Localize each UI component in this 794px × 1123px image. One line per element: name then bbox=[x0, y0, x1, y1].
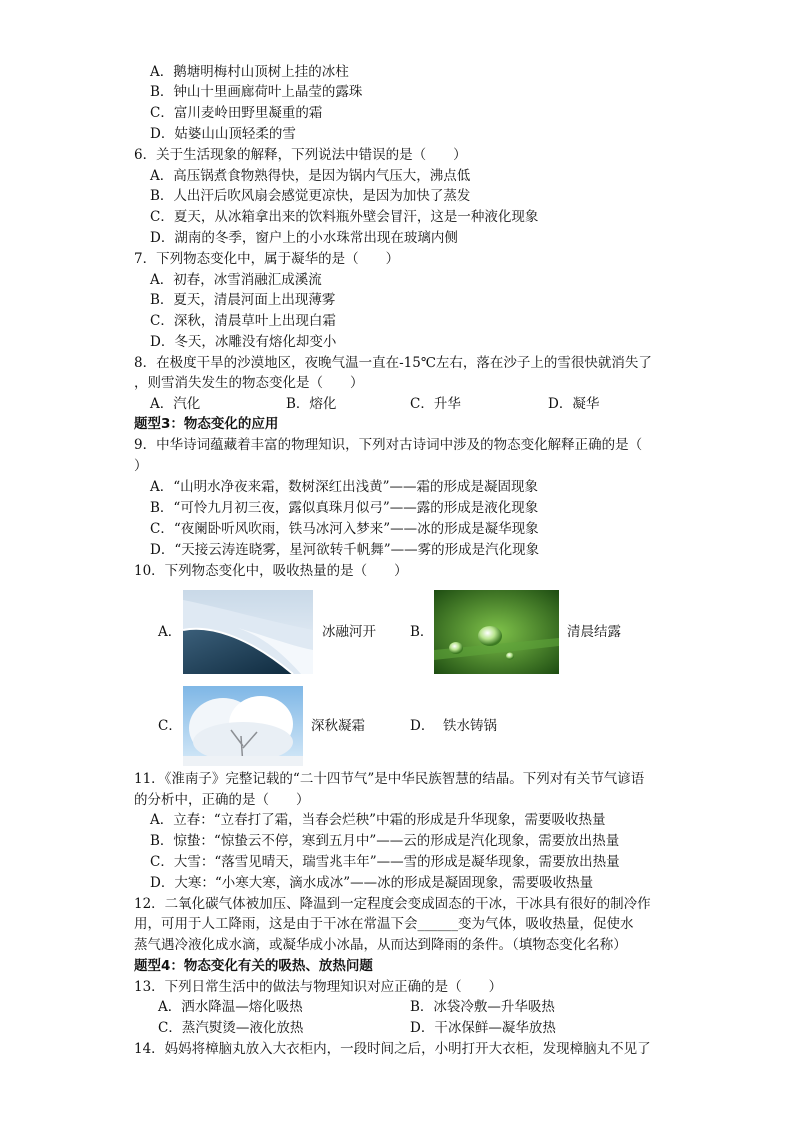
q5-option-c: C．富川麦岭田野里凝重的霜 bbox=[150, 105, 323, 121]
q8-option-b: B．熔化 bbox=[286, 396, 337, 412]
q10-option-d-letter: D． bbox=[410, 718, 435, 734]
q9-option-c: C．“夜阑卧听风吹雨，铁马冰河入梦来”——冰的形成是凝华现象 bbox=[150, 521, 539, 537]
frost-tree-image bbox=[183, 686, 303, 766]
q9-option-b: B．“可怜九月初三夜，露似真珠月似弓”——露的形成是液化现象 bbox=[150, 500, 539, 516]
q7-option-c: C．深秋，清晨草叶上出现白霜 bbox=[150, 313, 336, 329]
q10-stem: 10．下列物态变化中，吸收热量的是（ ） bbox=[134, 563, 408, 579]
q8-option-a: A．汽化 bbox=[150, 396, 201, 412]
q13-option-b: B．冰袋冷敷—升华吸热 bbox=[410, 999, 555, 1015]
q14-line1: 14．妈妈将樟脑丸放入大衣柜内，一段时间之后，小明打开大衣柜，发现樟脑丸不见了 bbox=[134, 1041, 651, 1057]
q10-option-a-letter: A． bbox=[158, 624, 182, 640]
q7-stem: 7．下列物态变化中，属于凝华的是（ ） bbox=[134, 251, 400, 267]
q6-option-c: C．夏天，从冰箱拿出来的饮料瓶外壁会冒汗，这是一种液化现象 bbox=[150, 209, 539, 225]
q6-option-b: B．人出汗后吹风扇会感觉更凉快，是因为加快了蒸发 bbox=[150, 188, 471, 204]
q13-option-c: C．蒸汽熨烫—液化放热 bbox=[158, 1020, 304, 1036]
q5-option-b: B．钟山十里画廊荷叶上晶莹的露珠 bbox=[150, 84, 363, 100]
q11-option-a: A．立春：“立春打了霜，当春会烂秧”中霜的形成是升华现象，需要吸收热量 bbox=[150, 812, 606, 828]
q5-option-a: A．鹅塘明梅村山顶树上挂的冰柱 bbox=[150, 64, 349, 80]
q6-stem: 6．关于生活现象的解释，下列说法中错误的是（ ） bbox=[134, 147, 467, 163]
q13-stem: 13．下列日常生活中的做法与物理知识对应正确的是（ ） bbox=[134, 979, 503, 995]
q7-option-d: D．冬天，冰雕没有熔化却变小 bbox=[150, 334, 337, 350]
q8-option-d: D．凝华 bbox=[548, 396, 600, 412]
q10-option-b-label: 清晨结露 bbox=[567, 624, 621, 640]
q9-option-d: D．“天接云涛连晓雾，星河欲转千帆舞”——雾的形成是汽化现象 bbox=[150, 542, 540, 558]
q7-option-b: B．夏天，清晨河面上出现薄雾 bbox=[150, 292, 336, 308]
q6-option-d: D．湖南的冬季，窗户上的小水珠常出现在玻璃内侧 bbox=[150, 230, 458, 246]
q8-stem-line1: 8．在极度干旱的沙漠地区，夜晚气温一直在-15℃左右，落在沙子上的雪很快就消失了 bbox=[134, 355, 652, 371]
q10-option-d-label: 铁水铸锅 bbox=[443, 718, 497, 734]
q8-option-c: C．升华 bbox=[410, 396, 461, 412]
q11-stem-line1: 11．《淮南子》完整记载的“二十四节气”是中华民族智慧的结晶。下列对有关节气谚语 bbox=[134, 771, 645, 787]
q10-option-b-letter: B． bbox=[410, 624, 434, 640]
q12-line2: 用，可用于人工降雨，这是由于干冰在常温下会______变为气体，吸收热量，促使水 bbox=[134, 916, 634, 932]
q10-option-a-label: 冰融河开 bbox=[322, 624, 376, 640]
q12-line3: 蒸气遇冷液化成水滴，或凝华成小冰晶，从而达到降雨的条件。（填物态变化名称） bbox=[134, 937, 627, 953]
q12-line1: 12．二氧化碳气体被加压、降温到一定程度会变成固态的干冰，干冰具有很好的制冷作 bbox=[134, 896, 651, 912]
dewdrop-image bbox=[434, 590, 559, 674]
q10-option-c-label: 深秋凝霜 bbox=[311, 718, 365, 734]
q11-option-c: C．大雪：“落雪见晴天，瑞雪兆丰年”——雪的形成是凝华现象，需要放出热量 bbox=[150, 854, 620, 870]
q11-stem-line2: 的分析中，正确的是（ ） bbox=[134, 792, 310, 808]
q13-option-d: D．干冰保鲜—凝华放热 bbox=[410, 1020, 556, 1036]
q11-option-d: D．大寒：“小寒大寒，滴水成冰”——冰的形成是凝固现象，需要吸收热量 bbox=[150, 875, 594, 891]
q10-option-c-letter: C． bbox=[158, 718, 182, 734]
q11-option-b: B．惊蛰：“惊蛰云不停，寒到五月中”——云的形成是汽化现象，需要放出热量 bbox=[150, 833, 620, 849]
q5-option-d: D．姑婆山山顶轻柔的雪 bbox=[150, 126, 296, 142]
section-heading-3: 题型3：物态变化的应用 bbox=[134, 416, 279, 432]
q6-option-a: A．高压锅煮食物熟得快，是因为锅内气压大，沸点低 bbox=[150, 168, 471, 184]
q9-stem-line2: ） bbox=[134, 458, 148, 474]
q13-option-a: A．洒水降温—熔化吸热 bbox=[158, 999, 303, 1015]
q9-option-a: A．“山明水净夜来霜，数树深红出浅黄”——霜的形成是凝固现象 bbox=[150, 479, 539, 495]
q8-stem-line2: ，则雪消失发生的物态变化是（ ） bbox=[134, 375, 364, 391]
ice-river-image bbox=[183, 590, 313, 674]
q7-option-a: A．初春，冰雪消融汇成溪流 bbox=[150, 272, 322, 288]
q9-stem-line1: 9．中华诗词蕴藏着丰富的物理知识，下列对古诗词中涉及的物态变化解释正确的是（ bbox=[134, 437, 643, 453]
section-heading-4: 题型4：物态变化有关的吸热、放热问题 bbox=[134, 958, 373, 974]
